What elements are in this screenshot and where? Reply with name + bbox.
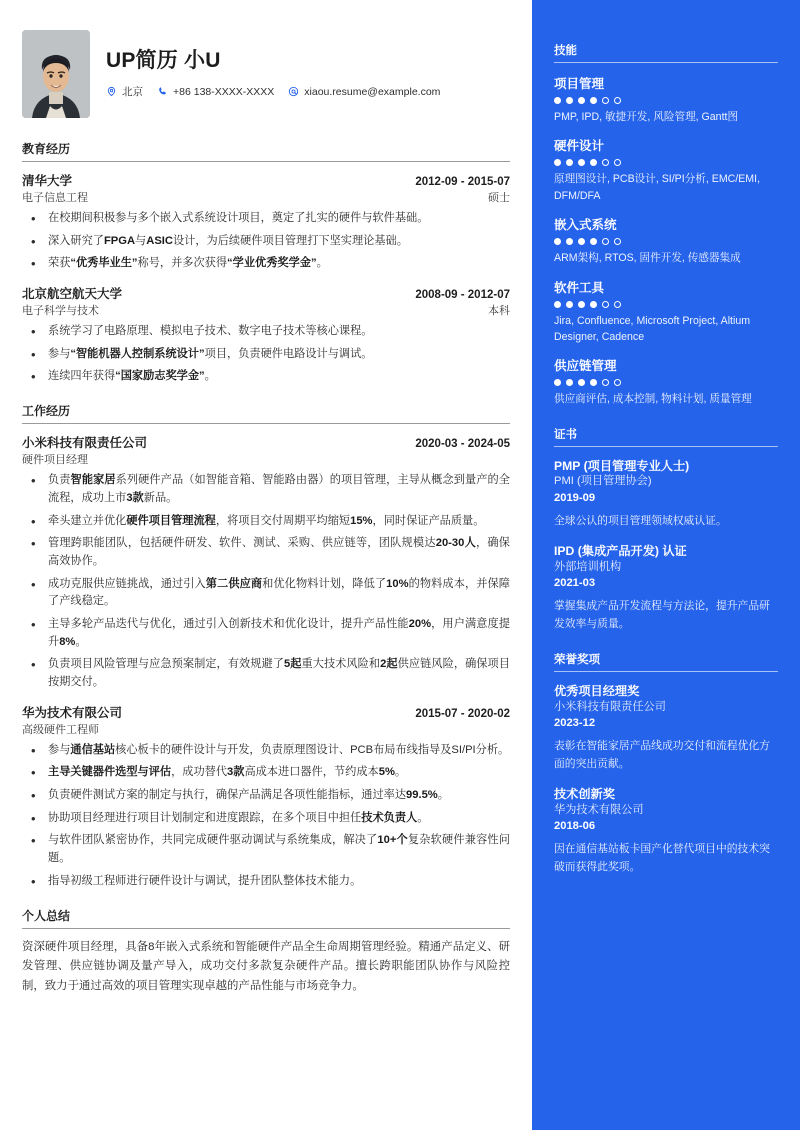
education-period: 2012-09 - 2015-07 [415, 176, 510, 188]
rating-dot [614, 301, 621, 308]
rating-dot [602, 159, 609, 166]
list-item: • 连续四年获得“国家励志奖学金”。 [22, 368, 510, 386]
rating-dot [614, 379, 621, 386]
rating-dot [602, 301, 609, 308]
list-item: • 参与通信基站核心板卡的硬件设计与开发，负责原理图设计、PCB布局布线指导及SI/PI分析。 [22, 742, 510, 760]
contact-phone [157, 86, 274, 98]
award-date: 2018-06 [554, 820, 596, 833]
contact-location [106, 84, 143, 99]
work-bullets [22, 742, 510, 891]
work-title: 硬件项目经理 [22, 454, 88, 467]
rating-dot [590, 97, 597, 104]
work-bullets [22, 472, 510, 692]
skill-rating [554, 97, 778, 104]
skill-item [554, 215, 778, 266]
cert-date: 2019-09 [554, 491, 596, 504]
rating-dot [554, 379, 561, 386]
education-period: 2008-09 - 2012-07 [415, 289, 510, 302]
list-item: • 负责硬件测试方案的制定与执行，确保产品满足各项性能指标，通过率达99.5%。 [22, 787, 510, 805]
award-name: 优秀项目经理奖 [554, 684, 640, 699]
award-item [554, 786, 778, 876]
skill-name: 嵌入式系统 [554, 218, 617, 233]
education-school: 清华大学 [22, 174, 73, 188]
skill-name: 软件工具 [554, 280, 605, 295]
rating-dot [578, 301, 585, 308]
location-pin-icon [106, 86, 117, 97]
identity-block [106, 30, 449, 99]
cert-description: 掌握集成产品开发流程与方法论，提升产品研发效率与质量。 [554, 600, 770, 630]
rating-dot [578, 379, 585, 386]
skill-item [554, 136, 778, 204]
rating-dot [578, 238, 585, 245]
section-title-education: 教育经历 [22, 140, 510, 162]
rating-dot [590, 301, 597, 308]
list-item: • 深入研究了FPGA与ASIC设计，为后续硬件项目管理打下坚实理论基础。 [22, 233, 510, 251]
education-entry [22, 284, 510, 386]
rating-dot [590, 159, 597, 166]
list-item: • 系统学习了电路原理、模拟电子技术、数字电子技术等核心课程。 [22, 323, 510, 341]
section-title-awards: 荣誉奖项 [554, 651, 778, 672]
contact-location-value: 北京 [122, 86, 143, 98]
page-title: UP简历 小U [106, 49, 221, 72]
skill-item [554, 278, 778, 346]
award-name: 技术创新奖 [554, 787, 615, 802]
work-company: 小米科技有限责任公司 [22, 436, 148, 451]
rating-dot [566, 97, 573, 104]
education-degree: 本科 [488, 305, 510, 318]
rating-dot [578, 159, 585, 166]
education-degree: 硕士 [488, 192, 510, 204]
rating-dot [590, 238, 597, 245]
rating-dot [614, 97, 621, 104]
sidebar [532, 0, 800, 1130]
cert-item [554, 458, 778, 530]
award-org: 华为技术有限公司 [554, 803, 644, 816]
rating-dot [578, 97, 585, 104]
education-major: 电子科学与技术 [22, 305, 99, 318]
list-item: • 主导多轮产品迭代与优化，通过引入创新技术和优化设计，提升产品性能20%，用户满意度提升8%。 [22, 616, 510, 651]
skill-name: 项目管理 [554, 77, 605, 91]
skill-rating [554, 301, 778, 308]
award-item [554, 683, 778, 773]
skill-item [554, 356, 778, 407]
list-item: • 牵头建立并优化硬件项目管理流程，将项目交付周期平均缩短15%，同时保证产品质量。 [22, 513, 510, 531]
contact-phone-value: +86 138-XXXX-XXXX [173, 85, 275, 98]
section-title-certs: 证书 [554, 426, 778, 447]
skill-items: 原理图设计, PCB设计, SI/PI分析, EMC/EMI, DFM/DFA [554, 173, 761, 202]
work-period: 2015-07 - 2020-02 [415, 707, 510, 720]
avatar [22, 30, 90, 118]
rating-dot [566, 159, 573, 166]
work-title: 高级硬件工程师 [22, 723, 99, 736]
list-item: • 主导关键器件选型与评估，成功替代3款高成本进口器件，节约成本5%。 [22, 764, 510, 782]
skill-items: ARM架构, RTOS, 固件开发, 传感器集成 [554, 252, 741, 265]
skill-rating [554, 238, 778, 245]
list-item: • 管理跨职能团队，包括硬件研发、软件、测试、采购、供应链等，团队规模达20-30人，确保高效协作。 [22, 535, 510, 570]
contact-email [288, 86, 440, 98]
skill-name: 供应链管理 [554, 359, 617, 374]
education-entry [22, 171, 510, 273]
list-item: • 荣获“优秀毕业生”称号，并多次获得“学业优秀奖学金”。 [22, 255, 510, 273]
skill-rating [554, 379, 778, 386]
avatar-photo-icon [22, 30, 90, 118]
award-description: 表彰在智能家居产品线成功交付和流程优化方面的突出贡献。 [554, 740, 770, 770]
section-title-skills: 技能 [554, 42, 778, 63]
award-org: 小米科技有限责任公司 [554, 700, 666, 713]
work-entry [22, 433, 510, 692]
list-item: • 协助项目经理进行项目计划制定和进度跟踪，在多个项目中担任技术负责人。 [22, 810, 510, 828]
list-item: • 负责项目风险管理与应急预案制定，有效规避了5起重大技术风险和2起供应链风险，确保项目按期交付。 [22, 656, 510, 691]
list-item: • 与软件团队紧密协作，共同完成硬件驱动调试与系统集成，解决了10+个复杂软硬件兼容性问题。 [22, 832, 510, 867]
email-at-icon [288, 86, 299, 97]
list-item: • 在校期间积极参与多个嵌入式系统设计项目，奠定了扎实的硬件与软件基础。 [22, 210, 510, 228]
rating-dot [566, 379, 573, 386]
rating-dot [554, 97, 561, 104]
rating-dot [614, 159, 621, 166]
award-description: 因在通信基站板卡国产化替代项目中的技术突破而获得此奖项。 [554, 843, 770, 873]
award-date: 2023-12 [554, 717, 596, 730]
work-company: 华为技术有限公司 [22, 705, 123, 720]
rating-dot [554, 238, 561, 245]
list-item: • 负责智能家居系列硬件产品（如智能音箱、智能路由器）的项目管理，主导从概念到量产的全流程，成功上市3款新品。 [22, 472, 510, 507]
education-bullets [22, 323, 510, 386]
cert-name: IPD (集成产品开发) 认证 [554, 544, 687, 559]
contact-email-value: xiaou.resume@example.com [304, 85, 441, 98]
section-title-summary: 个人总结 [22, 907, 510, 929]
rating-dot [614, 238, 621, 245]
rating-dot [554, 301, 561, 308]
rating-dot [590, 379, 597, 386]
resume-header [22, 30, 510, 118]
work-period: 2020-03 - 2024-05 [415, 438, 510, 451]
list-item: • 指导初级工程师进行硬件设计与调试，提升团队整体技术能力。 [22, 873, 510, 891]
list-item: • 成功克服供应链挑战，通过引入第二供应商和优化物料计划，降低了10%的物料成本，并保障了产线稳定。 [22, 576, 510, 611]
skill-items: 供应商评估, 成本控制, 物料计划, 质量管理 [554, 393, 752, 406]
skill-rating [554, 159, 778, 166]
cert-name: PMP (项目管理专业人士) [554, 458, 690, 473]
skill-item [554, 74, 778, 125]
skill-name: 硬件设计 [554, 139, 605, 154]
rating-dot [602, 238, 609, 245]
summary-text: 资深硬件项目经理，具备8年嵌入式系统和智能硬件产品全生命周期管理经验。精通产品定义、研发管理、供应链协调及量产导入，成功交付多款复杂硬件产品。擅长跨职能团队协作与风险控制，致力于通过高效的项目管理实现卓越的产品性能与市场竞争力。 [22, 940, 510, 992]
cert-description: 全球公认的项目管理领域权威认证。 [554, 514, 727, 527]
cert-issuer: 外部培训机构 [554, 560, 622, 573]
cert-item [554, 543, 778, 633]
contact-list [106, 84, 449, 99]
cert-date: 2021-03 [554, 577, 596, 590]
education-major: 电子信息工程 [22, 192, 88, 204]
rating-dot [602, 97, 609, 104]
skill-items: Jira, Confluence, Microsoft Project, Altium Designer, Cadence [554, 314, 751, 344]
work-entry [22, 703, 510, 891]
education-school: 北京航空航天大学 [22, 287, 123, 302]
rating-dot [602, 379, 609, 386]
rating-dot [554, 159, 561, 166]
list-item: • 参与“智能机器人控制系统设计”项目，负责硬件电路设计与调试。 [22, 346, 510, 364]
cert-issuer: PMI (项目管理协会) [554, 475, 652, 488]
rating-dot [566, 238, 573, 245]
phone-icon [157, 86, 168, 97]
skill-items: PMP, IPD, 敏捷开发, 风险管理, Gantt图 [554, 111, 739, 123]
rating-dot [566, 301, 573, 308]
education-bullets [22, 210, 510, 273]
section-title-work: 工作经历 [22, 402, 510, 424]
